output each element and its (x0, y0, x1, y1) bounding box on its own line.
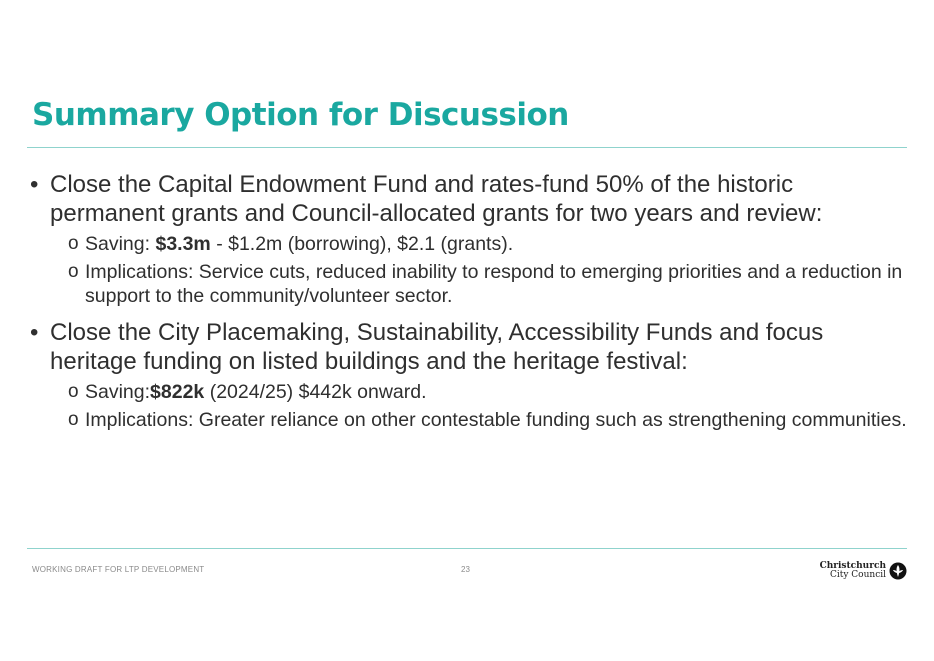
saving-detail: (2024/25) $442k onward. (209, 381, 427, 403)
footer-label: WORKING DRAFT FOR LTP DEVELOPMENT (32, 565, 205, 574)
saving-label: Saving: (85, 233, 151, 255)
page-number: 23 (461, 565, 470, 574)
bullet-text: Close the City Placemaking, Sustainability, Accessibility Funds and focus heritage funding on listed buildings and the heritage festival: (50, 319, 824, 375)
saving-detail: - $1.2m (borrowing), $2.1 (grants). (216, 233, 514, 255)
implications-text: Implications: Service cuts, reduced inability to respond to emerging priorities and a reduction in support to the community/volunteer sector. (85, 261, 903, 307)
council-logo (820, 562, 907, 580)
sub-list (50, 380, 908, 432)
bullet-item (28, 318, 908, 432)
saving-label: Saving: (85, 381, 151, 403)
page-title: Summary Option for Discussion (32, 97, 569, 133)
slide-content (28, 170, 908, 432)
bullet-text: Close the Capital Endowment Fund and rates-fund 50% of the historic permanent grants and Council-allocated grants for two years and review: (50, 171, 823, 227)
logo-line-1: Christchurch (819, 561, 886, 571)
logo-line-2: City Council (829, 570, 886, 580)
saving-amount: $822k (150, 381, 205, 403)
implications-item (50, 260, 908, 308)
footer-divider (27, 548, 907, 549)
saving-item (50, 232, 908, 256)
christchurch-logo-icon (889, 562, 907, 580)
saving-amount: $3.3m (155, 233, 211, 255)
bullet-item (28, 170, 908, 308)
saving-item (50, 380, 908, 404)
logo-text (820, 562, 886, 580)
implications-text: Implications: Greater reliance on other contestable funding such as strengthening communities. (85, 409, 907, 431)
title-divider (27, 147, 907, 148)
implications-item (50, 408, 908, 432)
sub-list (50, 232, 908, 308)
